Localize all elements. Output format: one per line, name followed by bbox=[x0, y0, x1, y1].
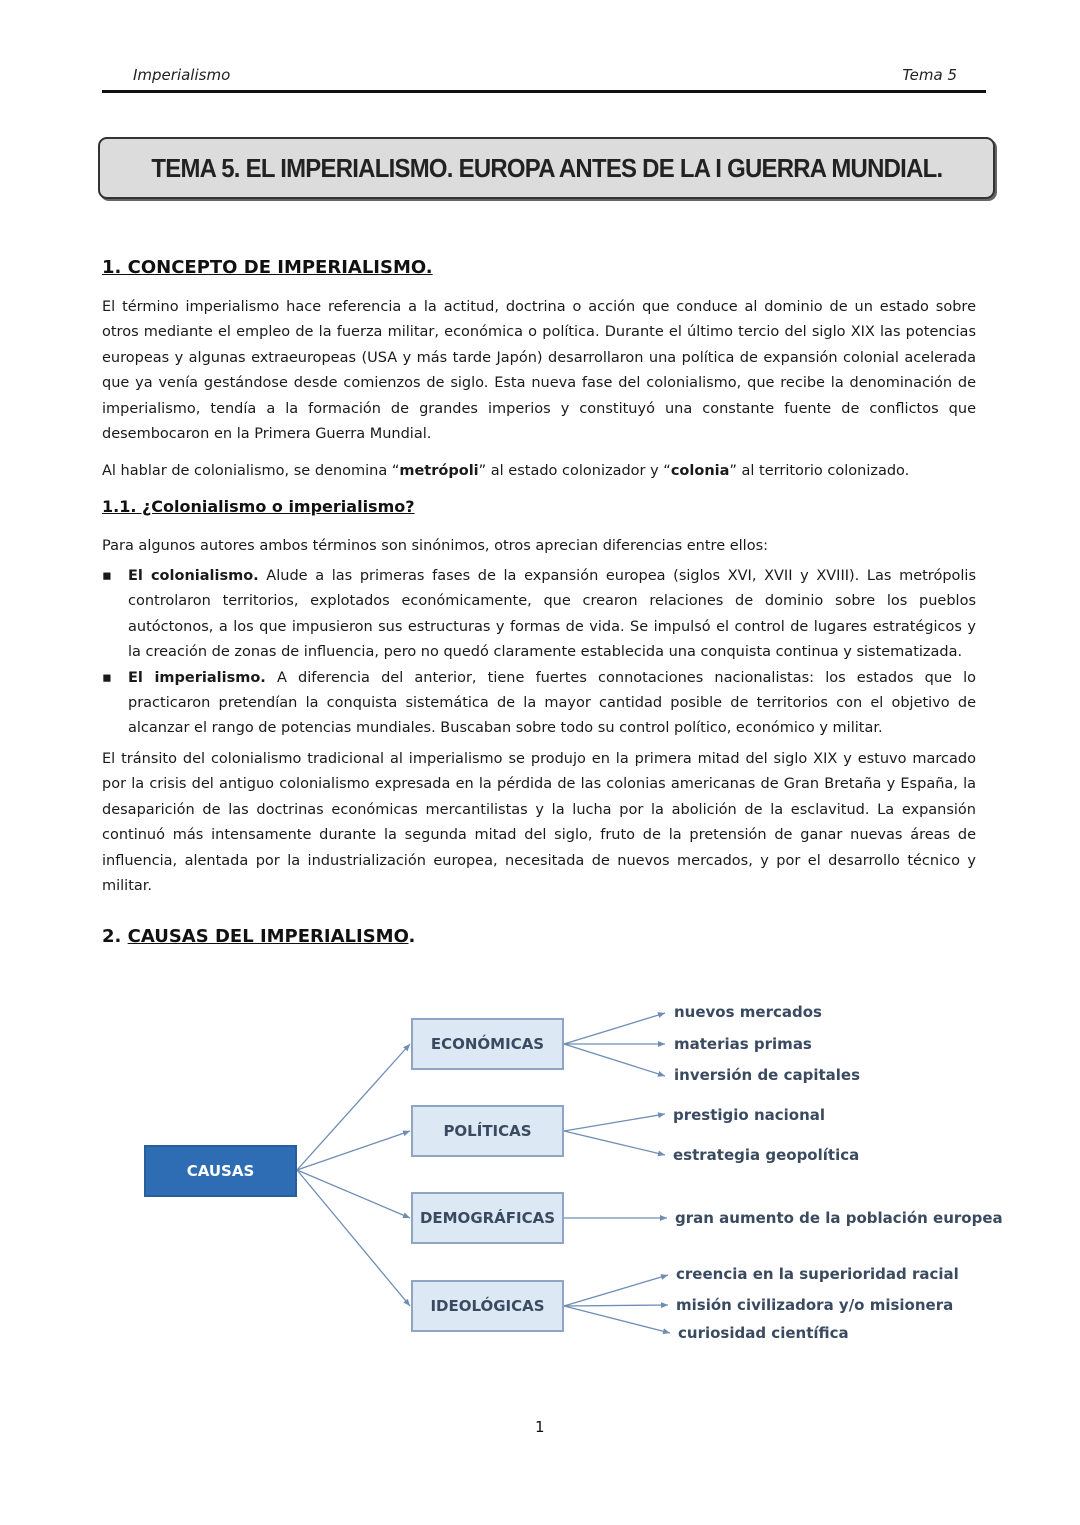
connector-economicas-1 bbox=[564, 1013, 665, 1044]
connector-ideologicas-2 bbox=[564, 1305, 668, 1306]
connector-politicas-1 bbox=[564, 1114, 665, 1131]
category-demograficas: DEMOGRÁFICAS bbox=[411, 1192, 564, 1244]
connector-causas-demograficas bbox=[297, 1170, 410, 1218]
cause-leaf-item: materias primas bbox=[674, 1035, 812, 1053]
category-ideologicas: IDEOLÓGICAS bbox=[411, 1280, 564, 1332]
cause-leaf-item: misión civilizadora y/o misionera bbox=[676, 1296, 954, 1314]
cause-leaf-item: gran aumento de la población europea bbox=[675, 1209, 1003, 1227]
category-economicas: ECONÓMICAS bbox=[411, 1018, 564, 1070]
list-item-colonialismo: ▪ El colonialismo. Alude a las primeras fases de la expansión europea (siglos XVI, XVII y XVIII). Las metrópolis controlaron territorios, explotados económicamente, que crearon relaciones de dominio sobre los pueblos autóctonos, a los que impusieron sus estructuras y formas de vida. Se impulsó el control de lugares estratégicos y la creación de zonas de influencia, pero no quedó claramente establecida una conquista continua y sistematizada. bbox=[102, 564, 976, 666]
list-item-imperialismo: ▪ El imperialismo. A diferencia del anterior, tiene fuertes connotaciones nacionalistas: los estados que lo practicaron pretendían la conquista sistemática de la mayor cantidad posible de territorios con el objetivo de alcanzar el rango de potencias mundiales. Buscaban sobre todo su control político, económico y militar. bbox=[102, 666, 976, 742]
term-metropoli: metrópoli bbox=[399, 463, 479, 479]
page-title: TEMA 5. EL IMPERIALISMO. EUROPA ANTES DE LA I GUERRA MUNDIAL. bbox=[150, 152, 942, 183]
connector-ideologicas-1 bbox=[564, 1275, 668, 1306]
section-2-heading: 2. CAUSAS DEL IMPERIALISMO. bbox=[102, 926, 416, 947]
connector-economicas-3 bbox=[564, 1044, 665, 1076]
term-colonia: colonia bbox=[670, 463, 730, 479]
comparison-list bbox=[102, 564, 976, 742]
cause-leaf-item: inversión de capitales bbox=[674, 1066, 861, 1084]
cause-leaf-item: creencia en la superioridad racial bbox=[676, 1265, 959, 1283]
cause-leaf-item: nuevos mercados bbox=[674, 1003, 822, 1021]
section-1-1-heading: 1.1. ¿Colonialismo o imperialismo? bbox=[102, 497, 415, 516]
connector-causas-politicas bbox=[297, 1131, 410, 1170]
running-header-chapter: Tema 5 bbox=[902, 66, 957, 84]
connector-causas-ideologicas bbox=[297, 1170, 410, 1306]
cause-leaf-item: prestigio nacional bbox=[673, 1106, 826, 1124]
cause-leaf-item: curiosidad científica bbox=[678, 1324, 849, 1342]
connector-causas-economicas bbox=[297, 1044, 410, 1170]
section-1-paragraph-2: Al hablar de colonialismo, se denomina “metrópoli” al estado colonizador y “colonia” al territorio colonizado. bbox=[102, 463, 910, 479]
section-1-heading: 1. CONCEPTO DE IMPERIALISMO. bbox=[102, 257, 433, 278]
page-title-box bbox=[98, 137, 995, 199]
causes-root-box: CAUSAS bbox=[144, 1145, 297, 1197]
page-number: 1 bbox=[535, 1418, 545, 1436]
cause-leaf-item: estrategia geopolítica bbox=[673, 1146, 860, 1164]
section-1-1-paragraph: El tránsito del colonialismo tradicional al imperialismo se produjo en la primera mitad del siglo XIX y estuvo marcado por la crisis del antiguo colonialismo expresada en la pérdida de las colonias americanas de Gran Bretaña y España, la desaparición de las doctrinas económicas mercantilistas y la lucha por la abolición de la esclavitud. La expansión continuó más intensamente durante la segunda mitad del siglo, fruto de la pretensión de ganar nuevas áreas de influencia, alentada por la industrialización europea, necesitada de nuevos mercados, y por el desarrollo técnico y militar. bbox=[102, 751, 976, 895]
section-1-paragraph-1: El término imperialismo hace referencia a la actitud, doctrina o acción que conduce al dominio de un estado sobre otros mediante el empleo de la fuerza militar, económica o política. Durante el último tercio del siglo XIX las potencias europeas y algunas extraeuropeas (USA y más tarde Japón) desarrollaron una política de expansión colonial acelerada que ya venía gestándose desde comienzos de siglo. Esta nueva fase del colonialismo, que recibe la denominación de imperialismo, tendía a la formación de grandes imperios y constituyó una constante fuente de conflictos que desembocaron en la Primera Guerra Mundial. bbox=[102, 299, 976, 443]
bullet-square-icon: ▪ bbox=[102, 568, 112, 584]
section-1-1-intro: Para algunos autores ambos términos son sinónimos, otros aprecian diferencias entre ellos: bbox=[102, 538, 769, 554]
connector-ideologicas-3 bbox=[564, 1306, 670, 1333]
running-header-title: Imperialismo bbox=[133, 66, 231, 84]
bullet-square-icon: ▪ bbox=[102, 669, 112, 686]
category-politicas: POLÍTICAS bbox=[411, 1105, 564, 1157]
connector-politicas-2 bbox=[564, 1131, 665, 1155]
header-divider bbox=[102, 90, 986, 93]
